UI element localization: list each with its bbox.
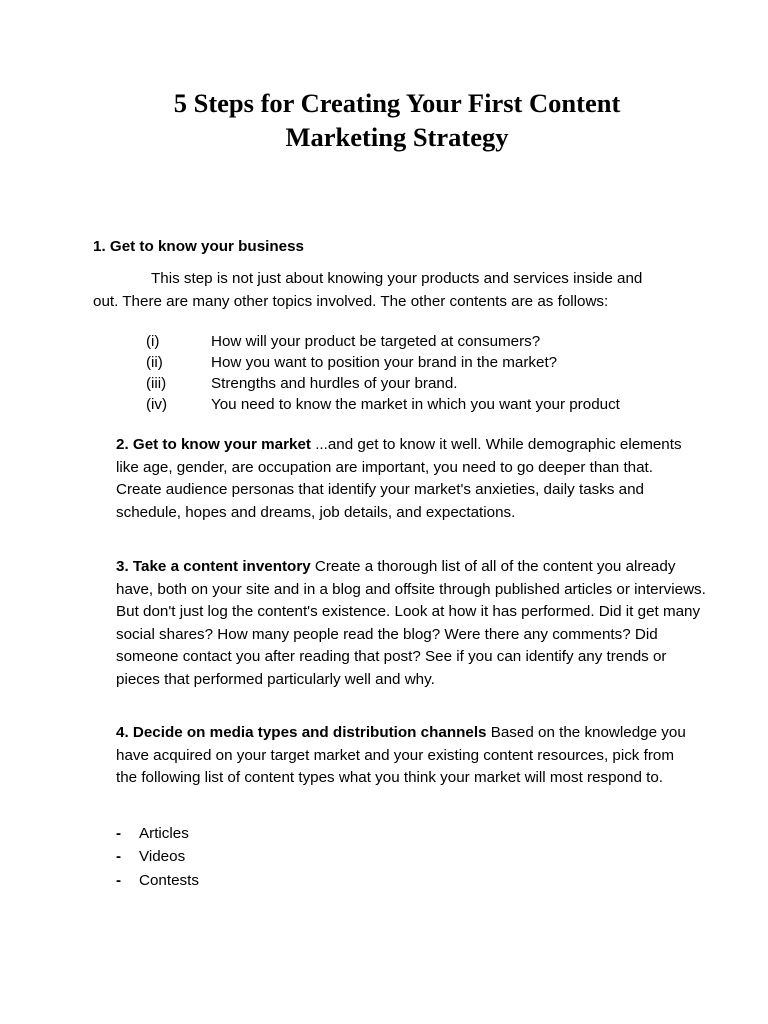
step-2-body: ...and get to know it well. While demographic elements like age, gender, are occupation are important, you need to go deeper than that. Create audience personas that identify your market's anxieties, daily tasks and schedule, hopes and dreams, job details, and expectations. <box>116 436 682 521</box>
list-item-text: You need to know the market in which you want your product <box>211 396 620 413</box>
step-2-paragraph <box>116 434 696 524</box>
step-1-list <box>146 331 620 415</box>
step-1-paragraph-line-2: out. There are many other topics involved. The other contents are as follows: <box>93 292 609 310</box>
list-item-number: (iii) <box>146 375 167 392</box>
list-item-text: Articles <box>139 825 189 842</box>
step-2-heading: 2. Get to know your market <box>116 436 311 453</box>
list-item-text: Strengths and hurdles of your brand. <box>211 375 458 392</box>
step-3-body: Create a thorough list of all of the content you already have, both on your site and in a blog and offsite through published articles or interviews. But don't just log the content's existence. Look at how it has performed. Did it get many social shares? How many people read the blog? Were there any comments? Did someone contact you after reading that post? See if you can identify any trends or pieces that performed particularly well and why. <box>116 558 706 688</box>
list-item-dash: - <box>116 848 122 866</box>
step-4-paragraph <box>116 722 696 790</box>
list-item-dash: - <box>116 871 122 889</box>
list-item <box>146 352 620 373</box>
title-line-2: Marketing Strategy <box>285 122 509 152</box>
step-4-heading: 4. Decide on media types and distribution channels <box>116 724 487 741</box>
step-3-paragraph <box>116 556 706 692</box>
step-4-list <box>116 822 199 892</box>
list-item-number: (i) <box>146 333 160 350</box>
list-item <box>116 845 199 868</box>
list-item <box>116 822 199 845</box>
step-1-paragraph <box>93 268 703 313</box>
step-3-heading: 3. Take a content inventory <box>116 558 311 575</box>
list-item-number: (ii) <box>146 354 163 371</box>
document-title <box>80 86 714 154</box>
list-item-text: How you want to position your brand in the market? <box>211 354 558 371</box>
list-item-dash: - <box>116 825 122 842</box>
list-item <box>146 373 620 394</box>
list-item <box>146 394 620 415</box>
title-line-1: 5 Steps for Creating Your First Content <box>173 88 621 118</box>
list-item <box>146 331 620 352</box>
step-1-paragraph-line-1: This step is not just about knowing your products and services inside and <box>151 270 643 287</box>
list-item-text: Contests <box>139 871 199 889</box>
step-4-body: Based on the knowledge you have acquired on your target market and your existing content resources, pick from the following list of content types what you think your market will most respond to. <box>116 724 686 787</box>
list-item-text: Videos <box>139 848 186 866</box>
list-item-number: (iv) <box>146 396 168 413</box>
step-1-heading: 1. Get to know your business <box>93 238 304 255</box>
list-item-text: How will your product be targeted at consumers? <box>211 333 541 350</box>
list-item <box>116 869 199 892</box>
